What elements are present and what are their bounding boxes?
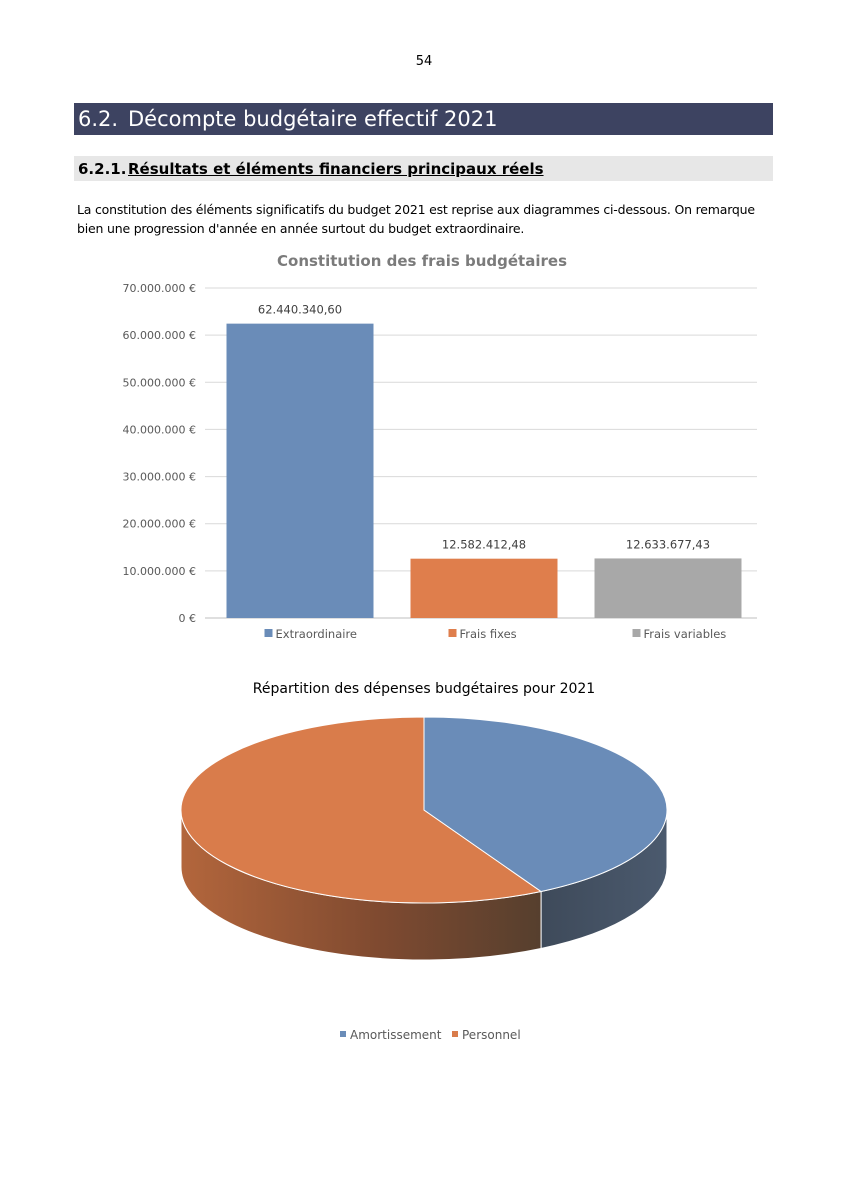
bar-frais-fixes (411, 559, 558, 618)
bar-value-label: 12.633.677,43 (625, 537, 711, 552)
y-tick-label: 70.000.000 € (122, 282, 196, 295)
legend-swatch (452, 1031, 458, 1037)
bar-chart-title: Constitution des frais budgétaires (277, 252, 567, 270)
bar-extraordinaire (227, 324, 374, 618)
section-title: Décompte budgétaire effectif 2021 (128, 107, 498, 131)
pie-chart (0, 670, 848, 1060)
legend-label: Frais variables (643, 627, 727, 641)
section-number: 6.2. (78, 107, 119, 131)
intro-paragraph: La constitution des éléments significatifs du budget 2021 est reprise aux diagrammes ci-dessous. On remarque bien une progression d'année en année surtout du budget extraordinaire. (77, 202, 755, 236)
y-tick-label: 50.000.000 € (122, 376, 196, 390)
legend-swatch (633, 629, 641, 637)
page-number: 54 (415, 54, 433, 69)
legend-item (452, 1028, 521, 1042)
legend-swatch (265, 629, 273, 637)
subsection-title: Résultats et éléments financiers principaux réels (128, 160, 544, 178)
pie-chart-title: Répartition des dépenses budgétaires pour 2021 (252, 681, 596, 697)
y-tick-label: 60.000.000 € (122, 329, 196, 343)
y-tick-label: 0 € (178, 612, 196, 625)
y-tick-label: 40.000.000 € (122, 423, 196, 437)
y-tick-label: 20.000.000 € (122, 517, 196, 531)
legend-swatch (449, 629, 457, 637)
bar-chart (0, 240, 848, 660)
y-tick-label: 30.000.000 € (122, 470, 196, 484)
legend-item (633, 627, 727, 641)
legend-label: Extraordinaire (275, 627, 357, 641)
bar-value-label: 12.582.412,48 (441, 537, 527, 552)
legend-item (340, 1028, 442, 1042)
legend-label: Amortissement (350, 1028, 442, 1042)
legend-item (449, 627, 517, 641)
section-heading (74, 103, 773, 135)
y-tick-label: 10.000.000 € (122, 564, 196, 578)
subsection-number: 6.2.1. (78, 160, 127, 178)
legend-label: Frais fixes (459, 627, 517, 641)
legend-label: Personnel (462, 1028, 521, 1042)
legend-item (265, 627, 358, 641)
legend-swatch (340, 1031, 346, 1037)
bar-value-label: 62.440.340,60 (257, 302, 343, 317)
subsection-heading (74, 156, 773, 181)
bar-frais-variables (595, 558, 742, 618)
